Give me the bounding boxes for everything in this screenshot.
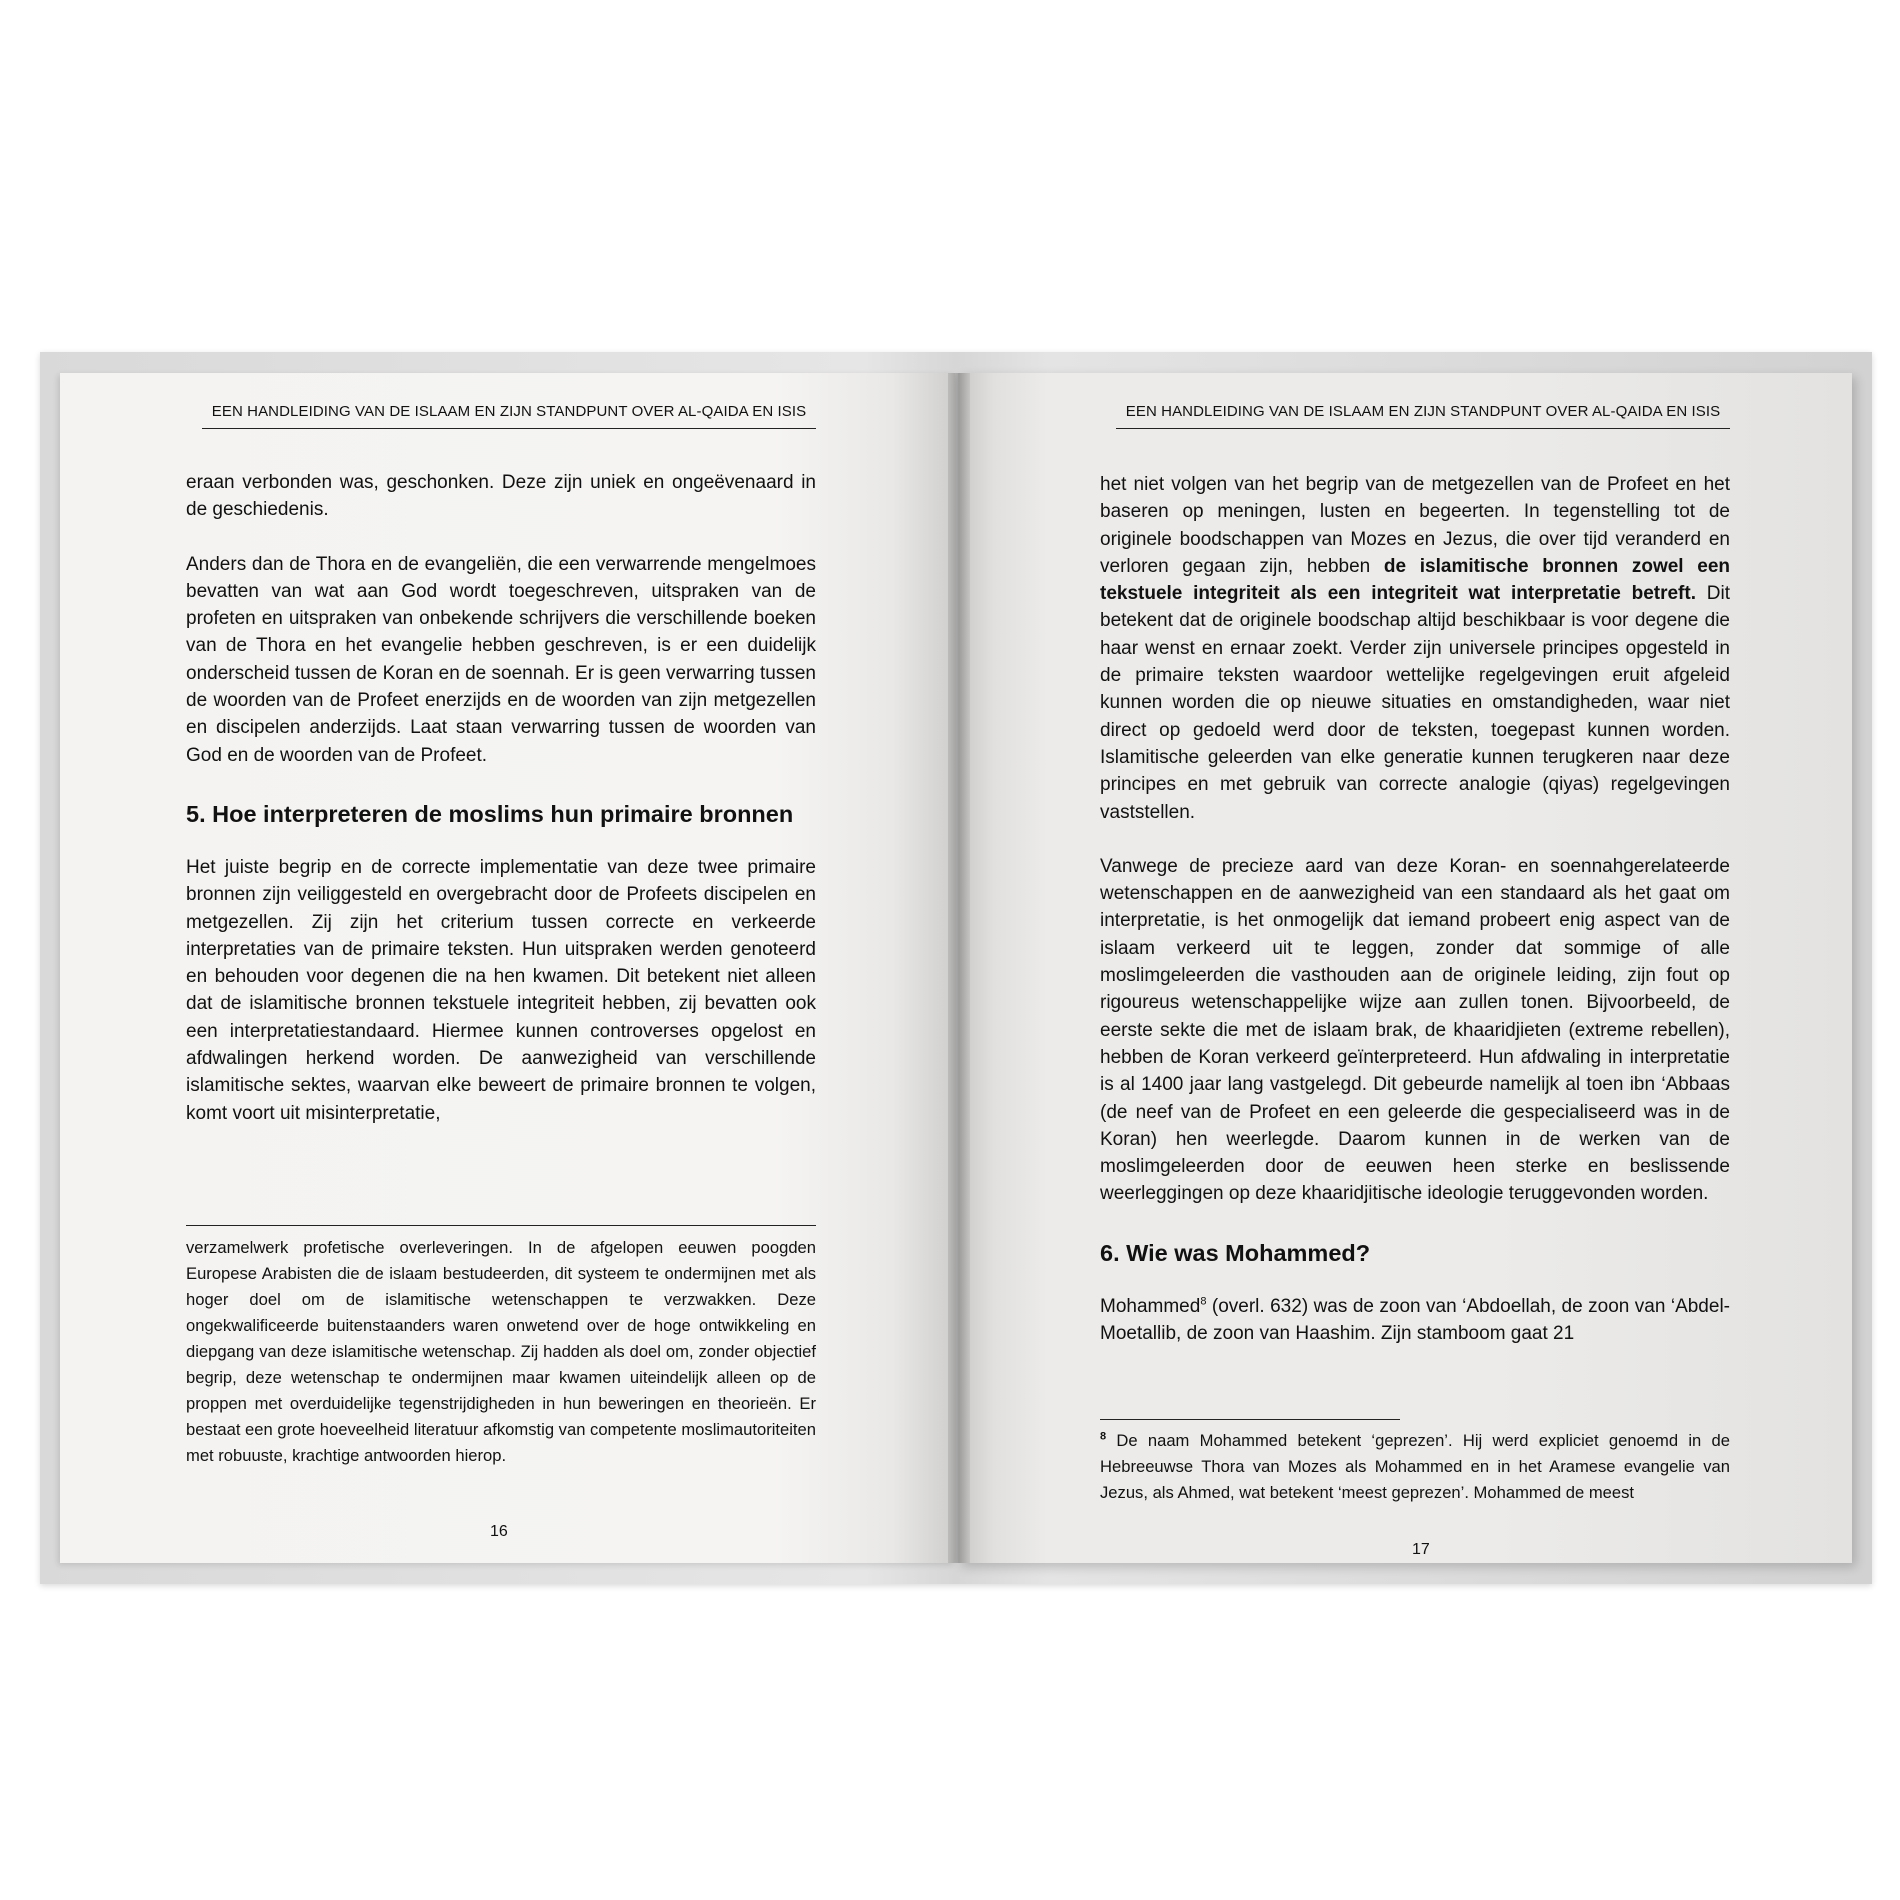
footnote-text: verzamelwerk profetische overleveringen. In de afgelopen eeuwen poogden Europese Arabisten die de islaam bestudeerden, dit systeem te ondermijnen met als hoger doel om de islamitische wetenschappen te verzwakken. Deze ongekwalificeerde buitenstaanders waren onwetend over de hoge ontwikkeling en diepgang van deze islamitische wetenschap. Zij hadden als doel om, zonder objectief begrip, deze wetenschap te ondermijnen maar kwamen uiteindelijk alleen op de proppen met overduidelijke tegenstrijdigheden in hun beweringen en theorieën. Er bestaat een grote hoeveelheid literatuur afkomstig van competente moslimautoriteiten met robuuste, krachtige antwoorden hierop.: [186, 1238, 817, 1465]
page-number-16: 16: [490, 1523, 508, 1540]
page-number-17: 17: [1412, 1541, 1430, 1558]
right-page: [958, 373, 1852, 1563]
paragraph-text: het niet volgen van het begrip van de metgezellen van de Profeet en het baseren op meningen, lusten en begeerten. In tegenstelling tot de originele boodschappen van Mozes en Jezus, die over tijd veranderd en verloren gegaan zijn, hebben: [1100, 474, 1730, 577]
footnote-divider: [186, 1225, 816, 1226]
section-heading-6: 6. Wie was Mohammed?: [1100, 1239, 1371, 1266]
paragraph-text: Mohammed: [1100, 1295, 1201, 1317]
paragraph: Anders dan de Thora en de evangeliën, die een verwarrende mengelmoes bevatten van wat aan God wordt toegeschreven, uitspraken van de profeten en uitspraken van onbekende schrijvers die verschillende boeken van de Thora en het evangelie hebben geschreven, is er een duidelijk onderscheid tussen de Koran en de soennah. Er is geen verwarring tussen de woorden van de Profeet enerzijds en de woorden van zijn metgezellen en discipelen anderzijds. Laat staan verwarring tussen de woorden van God en de woorden van de Profeet.: [186, 553, 816, 766]
paragraph: Vanwege de precieze aard van deze Koran- en soennahgerelateerde wetenschappen en de aanwezigheid van een standaard als het gaat om interpretatie, is het onmogelijk dat iemand probeert enig aspect van de islaam verkeerd uit te leggen, zonder dat sommige of alle moslimgeleerden die vasthouden aan de originele leiding, zijn fout op rigoureus wetenschappelijke wijze aan zullen tonen. Bijvoorbeeld, de eerste sekte die met de islaam brak, de khaaridjieten (extreme rebellen), hebben de Koran verkeerd geïnterpreteerd. Hun afdwaling in interpretatie is al 1400 jaar lang vastgelegd. Dit gebeurde namelijk al toen ibn ‘Abbaas (de neef van de Profeet en een geleerde die gespecialiseerd was in de Koran) hen weerlegde. Daarom kunnen in de werken van de moslimgeleerden door de eeuwen heen sterke en beslissende weerleggingen op deze khaaridjitische ideologie teruggevonden worden.: [1100, 855, 1730, 1205]
paragraph: eraan verbonden was, geschonken. Deze zijn uniek en ongeëvenaard in de geschiedenis.: [186, 472, 816, 521]
running-head-left: EEN HANDLEIDING VAN DE ISLAAM EN ZIJN STANDPUNT OVER AL-QAIDA EN ISIS: [202, 403, 816, 429]
bold-text: de islamitische bronnen zowel een tekstuele integriteit als een integriteit wat interpretatie betreft.: [1100, 555, 1730, 605]
footnote-marker: 8: [1200, 1295, 1207, 1308]
paragraph: [1100, 471, 1730, 826]
running-head-right: EEN HANDLEIDING VAN DE ISLAAM EN ZIJN STANDPUNT OVER AL-QAIDA EN ISIS: [1116, 403, 1730, 429]
paragraph-text: Dit betekent dat de originele boodschap altijd beschikbaar is voor degene die haar wenst en ernaar zoekt. Verder zijn universele principes opgesteld in de primaire teksten waardoor wettelijke regelgevingen eruit afgeleid kunnen worden die op nieuwe situaties en omstandigheden, waar niet direct op gedoeld werd door de teksten, toegepast kunnen worden. Islamitische geleerden van elke generatie kunnen terugkeren naar deze principes en met gebruik van correcte analogie (qiyas) regelgevingen vaststellen.: [1100, 583, 1731, 823]
right-page-body: [1100, 471, 1730, 1347]
footnote-body: De naam Mohammed betekent ‘geprezen’. Hij werd expliciet genoemd in de Hebreeuwse Thora van Mozes als Mohammed en in het Aramese evangelie van Jezus, als Ahmed, wat betekent ‘meest geprezen’. Mohammed de meest: [1100, 1431, 1730, 1502]
book-spine-shadow: [948, 373, 970, 1563]
footnote-number: 8: [1100, 1430, 1107, 1443]
paragraph-text: (overl. 632) was de zoon van ‘Abdoellah, de zoon van ‘Abdel-Moetallib, de zoon van Haashim. Zijn stamboom gaat 21: [1100, 1295, 1730, 1345]
paragraph: Het juiste begrip en de correcte implementatie van deze twee primaire bronnen zijn veiliggesteld en overgebracht door de Profeets discipelen en metgezellen. Zij zijn het criterium tussen correcte en verkeerde interpretaties van de primaire teksten. Hun uitspraken werden genoteerd en behouden voor degenen die na hen kwamen. Dit betekent niet alleen dat de islamitische bronnen tekstuele integriteit hebben, zij bevatten ook een interpretatiestandaard. Hiermee kunnen controverses opgelost en afdwalingen herkend worden. De aanwezigheid van verschillende islamitische sektes, waarvan elke beweert de primaire bronnen te volgen, komt voort uit misinterpretatie,: [186, 856, 816, 1124]
right-footnote-area: [1100, 1419, 1730, 1506]
paragraph: [1100, 1293, 1730, 1348]
footnote-text: [1100, 1428, 1730, 1506]
left-page: [60, 373, 955, 1563]
footnote-divider: [1100, 1419, 1400, 1420]
left-footnote-area: [186, 1219, 816, 1469]
left-page-body: [186, 469, 816, 1127]
section-heading-5: 5. Hoe interpreteren de moslims hun primaire bronnen: [186, 800, 794, 827]
